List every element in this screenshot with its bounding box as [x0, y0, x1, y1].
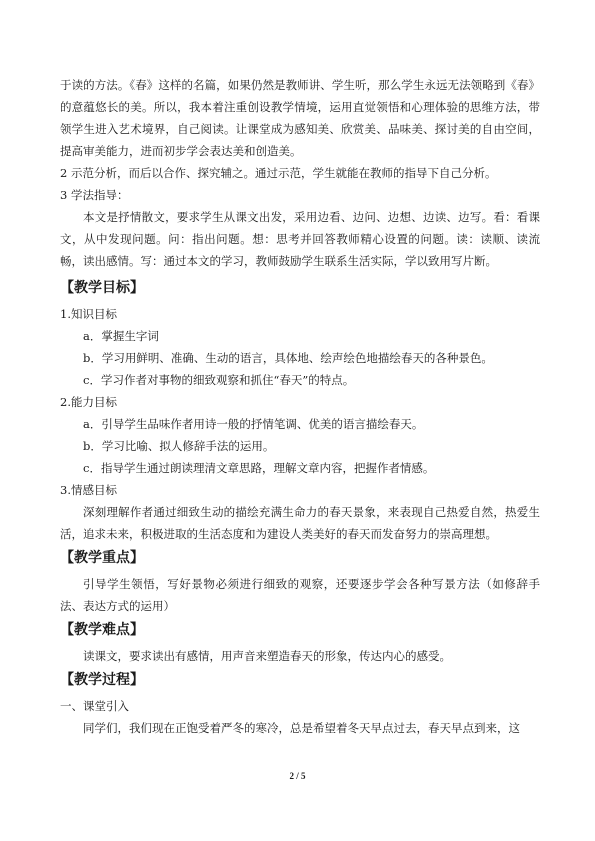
goal-knowledge-a: a．掌握生字词 — [83, 329, 159, 343]
heading-key-point: 【教学重点】 — [60, 550, 144, 566]
difficulty-text: 读课文，要求读出有感情，用声音来塑造春天的形象，传达内心的感受。 — [83, 649, 451, 663]
heading-teaching-goals: 【教学目标】 — [60, 280, 144, 296]
goal-emotion-title: 3.情感目标 — [60, 483, 117, 497]
paragraph-study-guide-title: 3 学法指导： — [60, 188, 129, 202]
paragraph-study-guide: 本文是抒情散文，要求学生从课文出发，采用边看、边问、边想、边读、边写。看：看课文，从中发现问题。问：指出问题。想：思考并回答教师精心设置的问题。读：读顺、读流畅，读出感情。写：通过本文的学习，教师鼓励学生联系生活实际，学以致用写片断。 — [60, 210, 540, 268]
goal-emotion-text: 深刻理解作者通过细致生动的描绘充满生命力的春天景象，来表现自己热爱自然，热爱生活，追求未来，积极进取的生活态度和为建设人类美好的春天而发奋努力的崇高理想。 — [60, 505, 540, 541]
page-number: 2 / 5 — [289, 771, 306, 781]
goal-ability-title: 2.能力目标 — [60, 395, 117, 409]
process-intro-title: 一、课堂引入 — [60, 699, 129, 713]
heading-teaching-process: 【教学过程】 — [60, 672, 144, 688]
paragraph-reading-method: 于读的方法。《春》这样的名篇，如果仍然是教师讲、学生听，那么学生永远无法领略到《春》的意蕴悠长的美。所以，我本着注重创设教学情境，运用直觉领悟和心理体验的思维方法，带领学生进入艺术境界，自己阅读。让课堂成为感知美、欣赏美、品味美、探讨美的自由空间，提高审美能力，进而初步学会表达美和创造美。 — [60, 78, 540, 158]
heading-difficulty: 【教学难点】 — [60, 622, 144, 638]
goal-ability-c: c．指导学生通过朗读理清文章思路，理解文章内容，把握作者情感。 — [83, 461, 435, 475]
key-point-text: 引导学生领悟，写好景物必须进行细致的观察，还要逐步学会各种写景方法（如修辞手法、表达方式的运用） — [60, 577, 540, 613]
goal-ability-a: a．引导学生品味作者用诗一般的抒情笔调、优美的语言描绘春天。 — [83, 417, 424, 431]
page-content — [60, 74, 540, 739]
goal-knowledge-b: b．学习用鲜明、准确、生动的语言，具体地、绘声绘色地描绘春天的各种景色。 — [83, 351, 493, 365]
goal-knowledge-c: c．学习作者对事物的细致观察和抓住“春天”的特点。 — [83, 373, 355, 387]
process-intro-text: 同学们，我们现在正饱受着严冬的寒冷，总是希望着冬天早点过去，春天早点到来，这 — [83, 721, 520, 735]
goal-ability-b: b．学习比喻、拟人修辞手法的运用。 — [83, 439, 275, 453]
paragraph-demo-analysis: 2 示范分析，而后以合作、探究辅之。通过示范，学生就能在教师的指导下自己分析。 — [60, 166, 497, 180]
goal-knowledge-title: 1.知识目标 — [60, 307, 117, 321]
